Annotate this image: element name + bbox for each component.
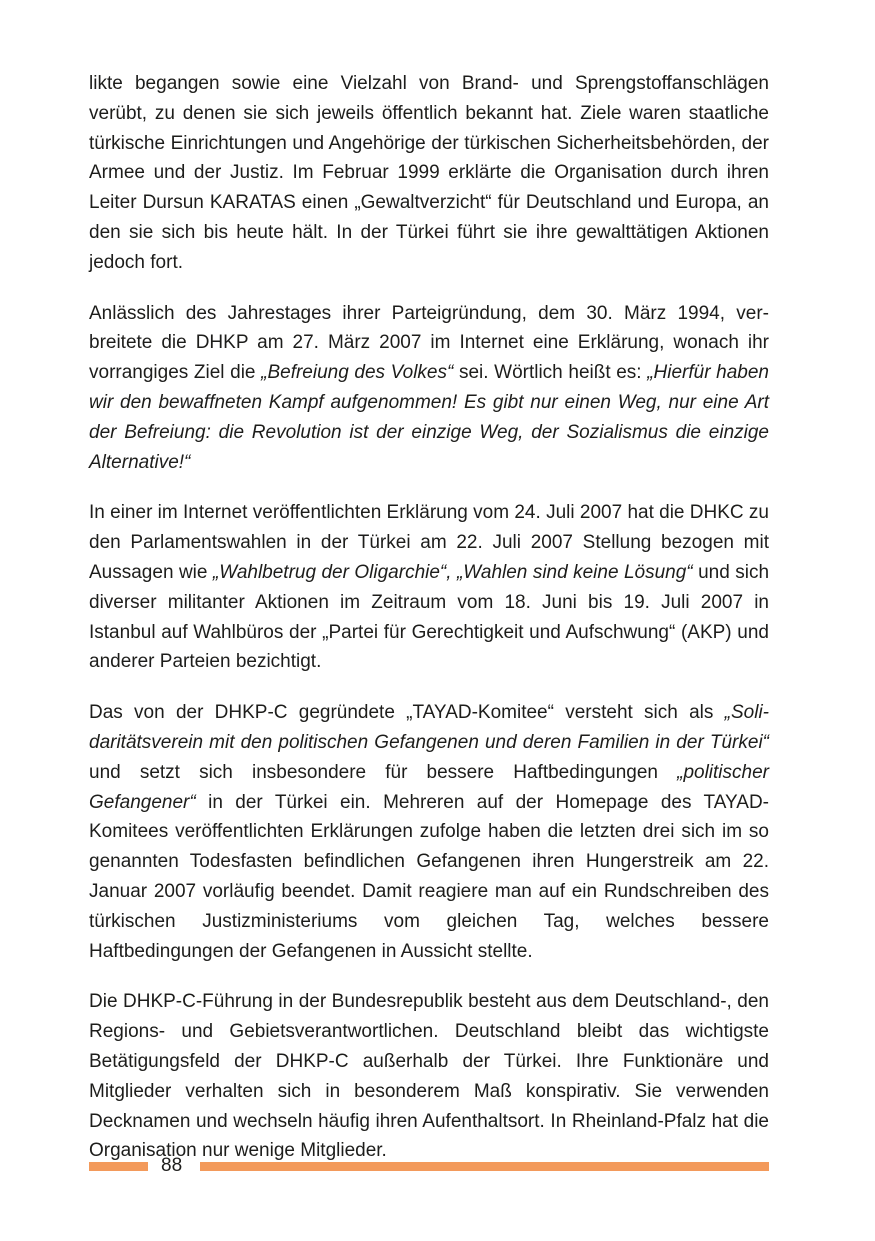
paragraph-3 — [89, 498, 769, 677]
paragraph-1 — [89, 69, 769, 278]
quote-segment: „politischer Gefangener“ — [89, 761, 769, 813]
page-footer — [89, 1154, 769, 1178]
footer-accent-bar-right — [200, 1162, 769, 1171]
quote-segment: „Wahlbetrug der Oligarchie“, „Wahlen sind keine Lösung“ — [212, 561, 693, 583]
paragraph-segment: Anlässlich des Jahrestages ihrer Parteigründung, dem 30. März 1994, verbreitete die DHKP am 27. März 2007 im Internet eine Erklärung, wonach ihr vorrangiges Ziel die — [89, 302, 769, 384]
body-text — [89, 69, 769, 1187]
paragraph-segment: Das von der DHKP-C gegründete „TAYAD-Komitee“ versteht sich als — [89, 702, 725, 724]
page-number: 88 — [161, 1155, 183, 1176]
paragraph-segment: In einer im Internet veröffentlichten Erklärung vom 24. Juli 2007 hat die DHKC zu den Parlamentswahlen in der Türkei am 22. Juli 2007 Stellung bezogen mit Aussagen wie — [89, 502, 769, 583]
paragraph-segment: sei. Wörtlich heißt es: — [453, 362, 648, 384]
paragraph-2 — [89, 299, 769, 478]
quote-segment: „Solidaritätsverein mit den politischen Gefangenen und deren Familien in der Türkei“ — [89, 702, 769, 753]
paragraph-5 — [89, 987, 769, 1166]
quote-segment: „Hierfür haben wir den bewaffneten Kampf aufgenommen! Es gibt nur einen Weg, nur eine Art der Befreiung: die Revolution ist der einzige Weg, der Sozialismus die einzige Alternative!“ — [89, 362, 769, 473]
paragraph-segment: in der Türkei ein. Mehreren auf der Homepage des TAYAD-Komitees veröffentlichten Erklärungen zufolge haben die letzten drei sich im so genannten Todesfasten befindlichen Gefangenen ihren Hungerstreik am 22. Januar 2007 vorläufig beendet. Damit reagiere man auf ein Rundschreiben des türkischen Justizministeriums vom gleichen Tag, welches bessere Haftbedingungen der Gefangenen in Aussicht stellte. — [89, 791, 769, 962]
paragraph-segment: und setzt sich insbesondere für bessere Haftbedingungen — [89, 761, 678, 783]
paragraph-segment: Die DHKP-C-Führung in der Bundesrepublik besteht aus dem Deutschland-, den Regions- und Gebietsverantwortlichen. Deutschland bleibt das wichtigste Betätigungsfeld der DHKP-C außerhalb der Türkei. Ihre Funktionäre und Mitglieder verhalten sich in besonderem Maß konspirativ. Sie verwenden Decknamen und wechseln häufig ihren Aufenthaltsort. In Rheinland-Pfalz hat die Organisation nur wenige Mitglieder. — [89, 991, 769, 1162]
footer-accent-bar-left — [89, 1162, 148, 1171]
paragraph-segment: und sich diverser militanter Aktionen im Zeitraum vom 18. Juni bis 19. Juli 2007 in Istanbul auf Wahlbüros der „Partei für Gerechtigkeit und Aufschwung“ (AKP) und anderer Parteien bezichtigt. — [89, 561, 770, 673]
paragraph-segment: likte begangen sowie eine Vielzahl von Brand- und Sprengstoffanschlägen verübt, zu denen sie sich jeweils öffentlich bekannt hat. Ziele waren staatliche türkische Einrichtungen und Angehörige der türkischen Sicherheitsbehörden, der Armee und der Justiz. Im Februar 1999 erklärte die Organisation durch ihren Leiter Dursun KARATAS einen „Gewaltverzicht“ für Deutschland und Europa, an den sie sich bis heute hält. In der Türkei führt sie ihre gewalttätigen Aktionen jedoch fort. — [89, 73, 769, 273]
paragraph-4 — [89, 698, 769, 966]
quote-segment: „Befreiung des Volkes“ — [261, 362, 454, 384]
